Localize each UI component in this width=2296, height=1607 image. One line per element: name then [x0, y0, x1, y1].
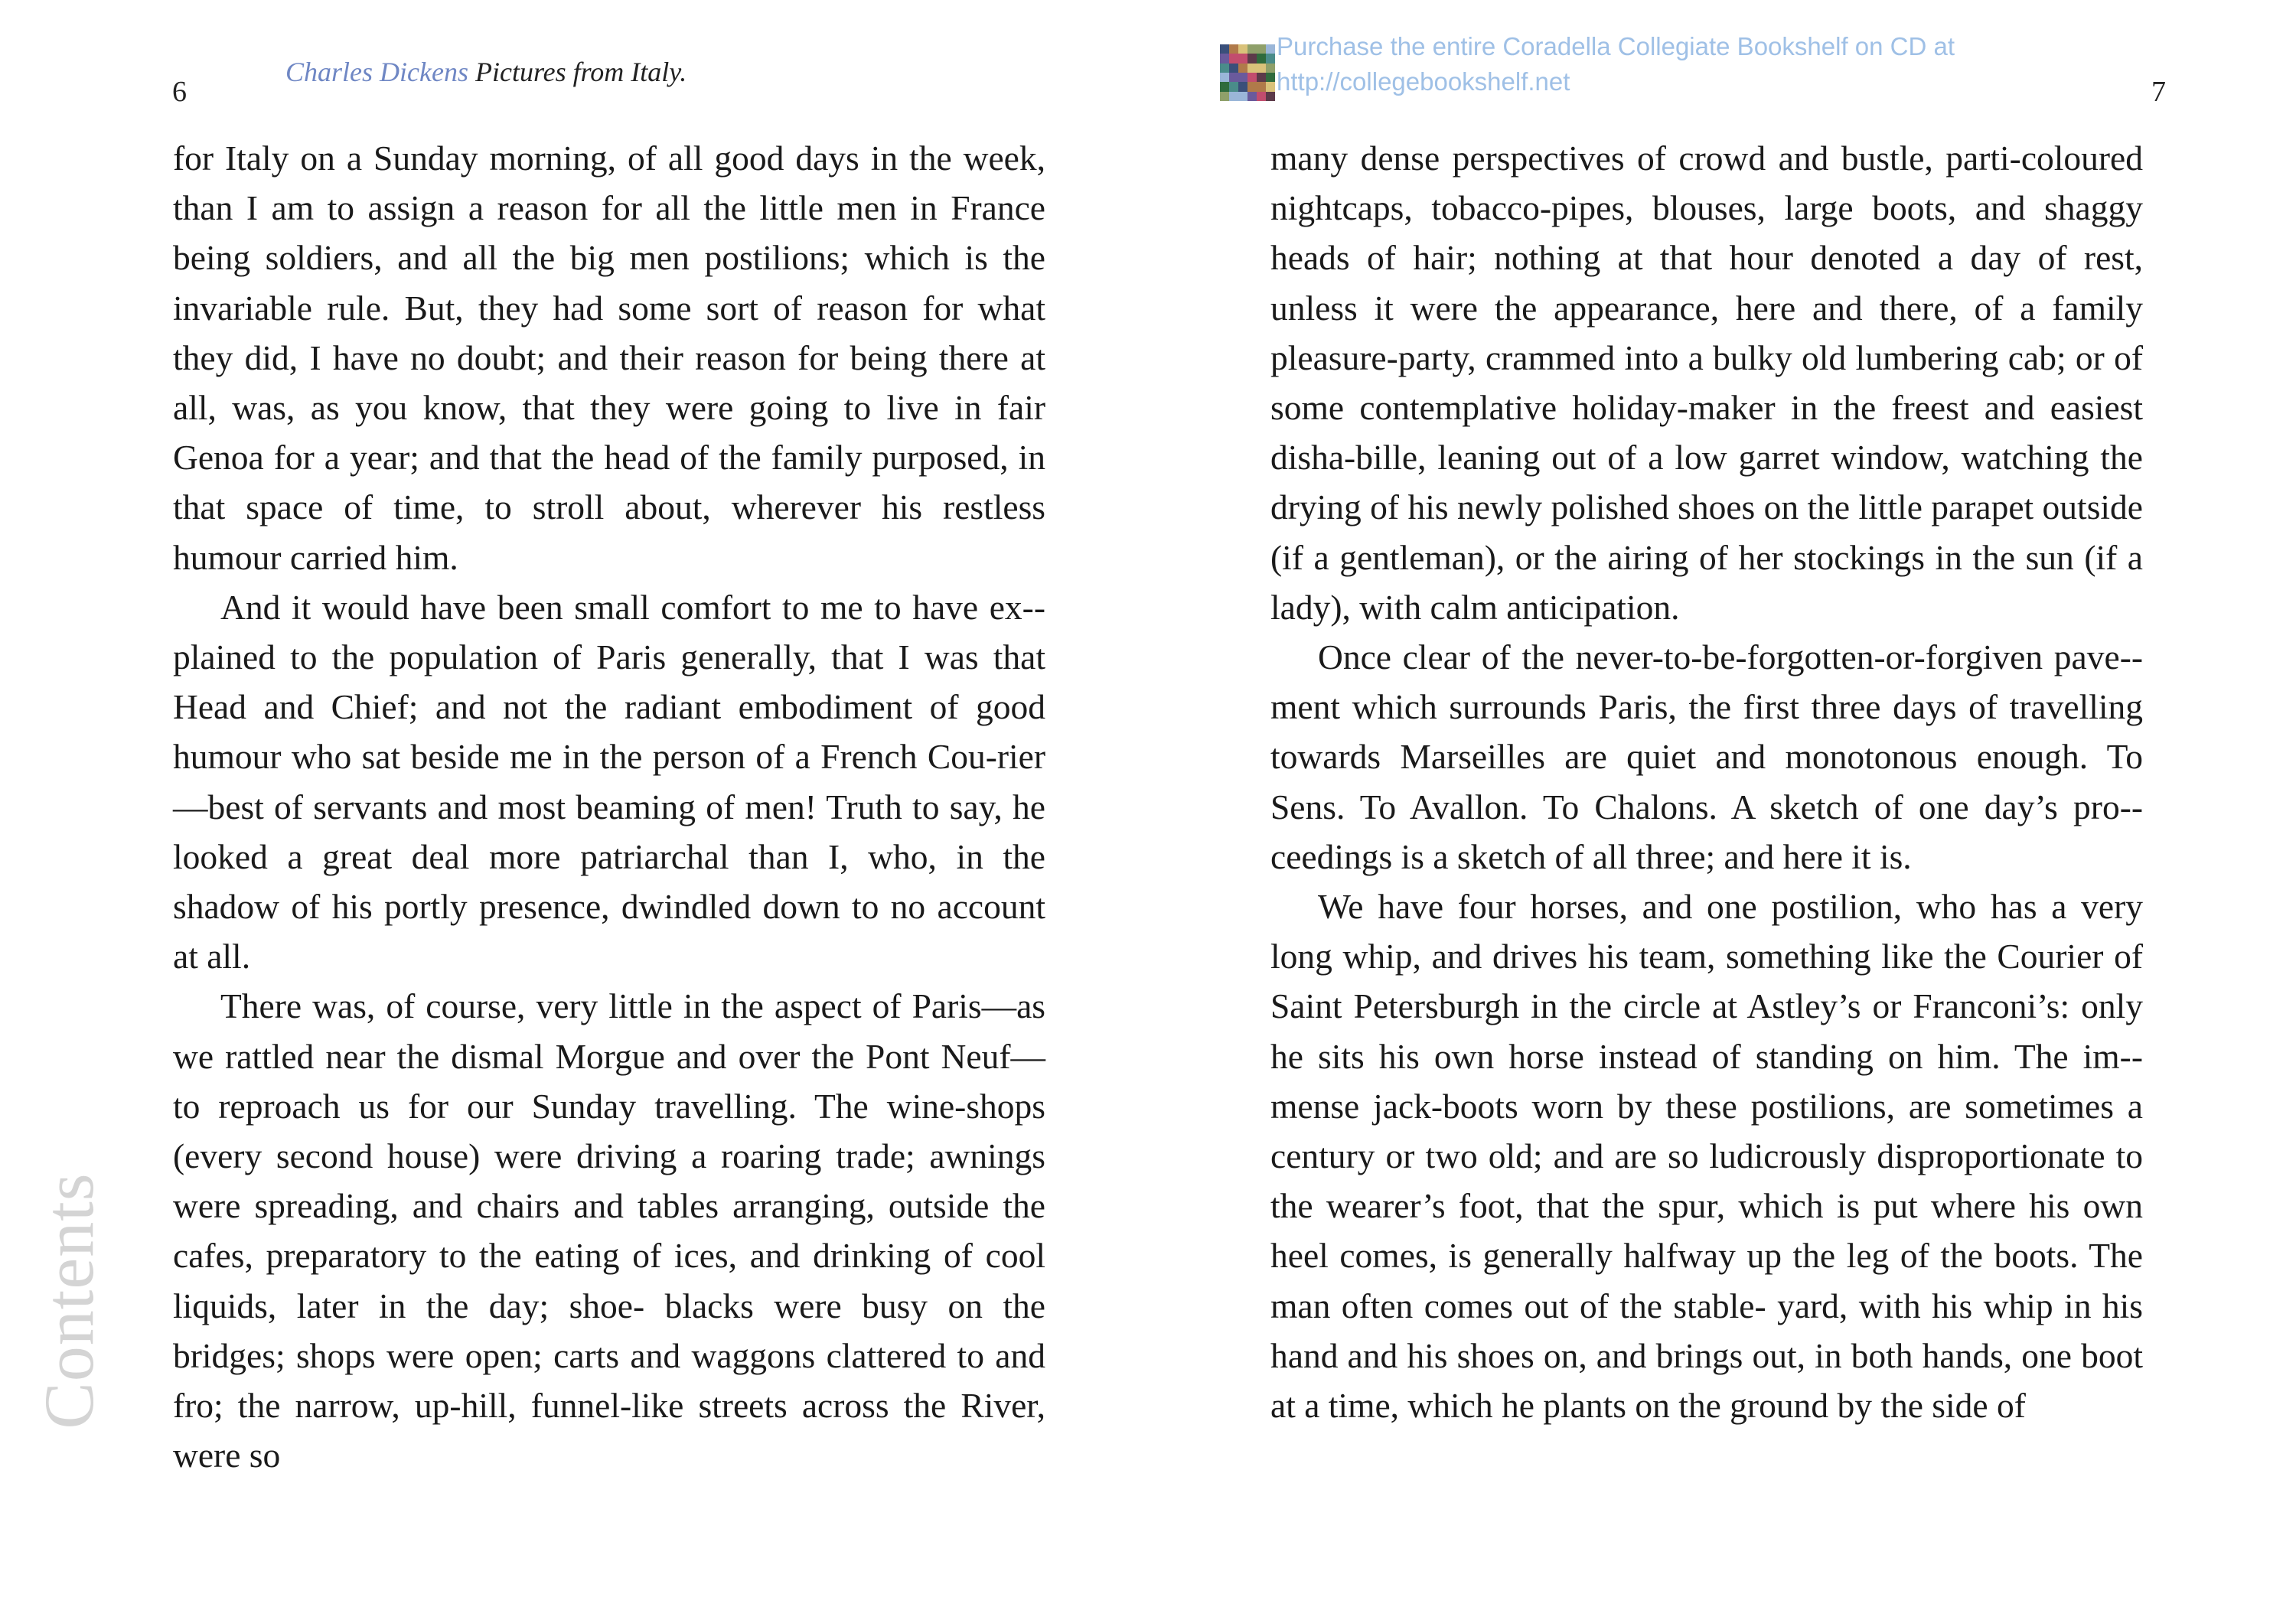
mosaic-pixel — [1257, 73, 1266, 82]
mosaic-pixel — [1220, 92, 1229, 101]
mosaic-pixel — [1257, 92, 1266, 101]
promo-line-2[interactable]: http://collegebookshelf.net — [1277, 67, 1570, 96]
mosaic-pixel — [1247, 44, 1257, 54]
contents-label[interactable]: Contents — [30, 1172, 108, 1429]
mosaic-pixel — [1257, 82, 1266, 91]
mosaic-pixel — [1266, 92, 1275, 101]
mosaic-pixel — [1266, 73, 1275, 82]
mosaic-pixel — [1238, 54, 1247, 63]
mosaic-pixel — [1229, 54, 1238, 63]
mosaic-pixel — [1229, 92, 1238, 101]
mosaic-pixel — [1257, 64, 1266, 73]
paragraph: There was, of course, very little in the aspect of Paris—as we rattled near the dismal Morgue and over the Pont Neuf— to reproach us for our Sunday travelling. The wine-shops (every second house) were driving a roaring trade; awnings were spreading, and chairs and tables arranging, outside the cafes, preparatory to the eating of ices, and drinking of cool liquids, later in the day; shoe- blacks were busy on the bridges; shops were open; carts and waggons clattered to and fro; the narrow, up-hill, funnel-like streets across the River, were so — [173, 986, 1045, 1475]
mosaic-pixel — [1266, 44, 1275, 54]
page-number-left: 6 — [172, 76, 187, 108]
mosaic-pixel — [1266, 64, 1275, 73]
paragraph: And it would have been small comfort to me to have ex-plained to the population of Paris generally, that I was that Head and Chief; and not the radiant embodiment of good humour who sat beside me in the person of a French Cou-rier—best of servants and most beaming of men! Truth to say, he looked a great deal more patriarchal than I, who, in the shadow of his portly presence, dwindled down to no account at all. — [173, 587, 1045, 976]
mosaic-pixel — [1266, 54, 1275, 63]
mosaic-pixel — [1229, 73, 1238, 82]
running-head — [285, 54, 687, 90]
mosaic-pixel — [1238, 82, 1247, 91]
book-title: Pictures from Italy. — [475, 57, 687, 87]
paragraph: Once clear of the never-to-be-forgotten-or-forgiven pave-ment which surrounds Paris, the first three days of travelling towards Marseilles are quiet and monotonous enough. To Sens. To Avallon. To Chalons. A sketch of one day’s pro-ceedings is a sketch of all three; and here it is. — [1270, 637, 2143, 876]
mosaic-pixel — [1266, 82, 1275, 91]
paragraph: for Italy on a Sunday morning, of all good days in the week, than I am to assign a reason for all the little men in France being soldiers, and all the big men postilions; which is the invariable rule. But, they had some sort of reason for what they did, I have no doubt; and their reason for being there at all, was, as you know, that they were going to live in fair Genoa for a year; and that the head of the family purposed, in that space of time, to stroll about, wherever his restless humour carried him. — [173, 139, 1045, 577]
paragraph: many dense perspectives of crowd and bustle, parti-coloured nightcaps, tobacco-pipes, blouses, large boots, and shaggy heads of hair; nothing at that hour denoted a day of rest, unless it were the appearance, here and there, of a family pleasure-party, crammed into a bulky old lumbering cab; or of some contemplative holiday-maker in the freest and easiest disha-bille, leaning out of a low garret window, watching the drying of his newly polished shoes on the little parapet outside (if a gentleman), or the airing of her stockings in the sun (if a lady), with calm anticipation. — [1270, 139, 2143, 627]
promo-line-1[interactable]: Purchase the entire Coradella Collegiate Bookshelf on CD at — [1277, 32, 1955, 60]
promo-link[interactable] — [1277, 29, 1955, 99]
mosaic-pixel — [1247, 92, 1257, 101]
mosaic-pixel — [1247, 64, 1257, 73]
mosaic-pixel — [1220, 54, 1229, 63]
mosaic-pixel — [1247, 82, 1257, 91]
mosaic-pixel — [1238, 64, 1247, 73]
right-page — [1148, 0, 2296, 1607]
mosaic-pixel — [1257, 54, 1266, 63]
page-number-right: 7 — [2151, 76, 2166, 108]
cd-mosaic-icon[interactable] — [1220, 44, 1275, 101]
mosaic-pixel — [1229, 82, 1238, 91]
author-link[interactable]: Charles Dickens — [285, 57, 468, 87]
mosaic-pixel — [1238, 73, 1247, 82]
mosaic-pixel — [1238, 44, 1247, 54]
mosaic-pixel — [1257, 44, 1266, 54]
mosaic-pixel — [1238, 92, 1247, 101]
mosaic-pixel — [1247, 54, 1257, 63]
mosaic-pixel — [1247, 73, 1257, 82]
mosaic-pixel — [1220, 44, 1229, 54]
mosaic-pixel — [1229, 64, 1238, 73]
mosaic-pixel — [1229, 44, 1238, 54]
paragraph: We have four horses, and one postilion, who has a very long whip, and drives his team, something like the Courier of Saint Petersburgh in the circle at Astley’s or Franconi’s: only he sits his own horse instead of standing on him. The im-mense jack-boots worn by these postilions, are sometimes a century or two old; and are so ludicrously disproportionate to the wearer’s foot, that the spur, which is put where his own heel comes, is generally halfway up the leg of the boots. The man often comes out of the stable- yard, with his whip in his hand and his shoes on, and brings out, in both hands, one boot at a time, which he plants on the ground by the side of — [1270, 887, 2143, 1426]
left-text-column — [173, 133, 1045, 1480]
mosaic-pixel — [1220, 82, 1229, 91]
mosaic-pixel — [1220, 64, 1229, 73]
right-text-column — [1270, 133, 2143, 1430]
mosaic-pixel — [1220, 73, 1229, 82]
